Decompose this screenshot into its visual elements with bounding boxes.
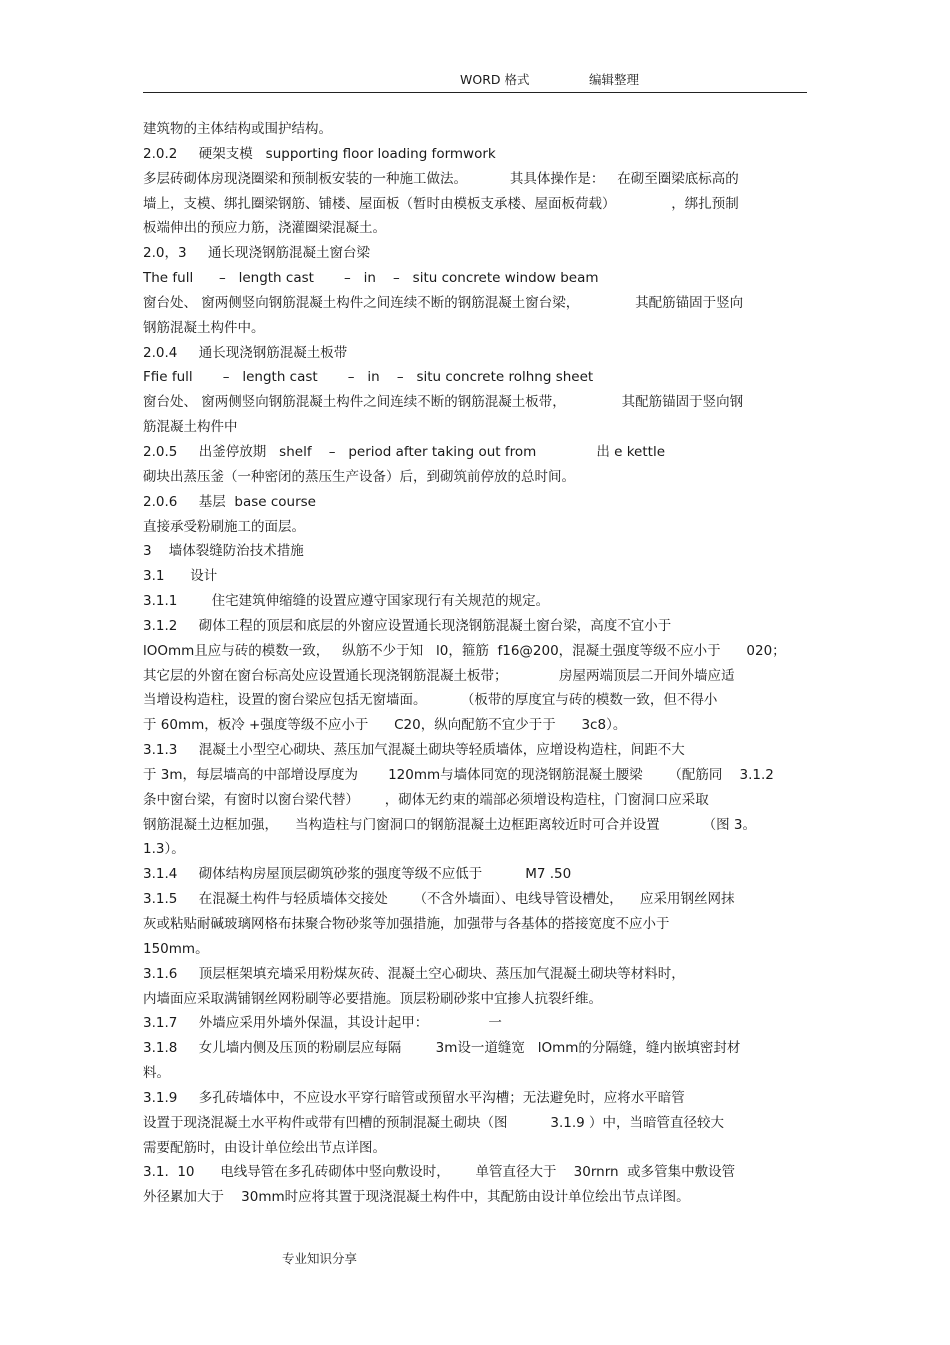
text-line: 3.1 设计 (143, 568, 218, 585)
text-line: 3.1.2 砌体工程的顶层和底层的外窗应设置通长现浇钢筋混凝土窗台梁，高度不宜小于 (143, 617, 672, 634)
text-line: 窗台处、 窗两侧竖向钢筋混凝土构件之间连续不断的钢筋混凝土板带， 其配筋锚固于竖向钢 (143, 394, 744, 411)
text-line: 钢筋混凝土构件中。 (143, 319, 265, 336)
text-line: 3.1.9 多孔砖墙体中，不应设水平穿行暗管或预留水平沟槽；无法避免时，应将水平暗管 (143, 1089, 685, 1106)
page-footer: 专业知识分享 (282, 1251, 358, 1266)
text-line: 条中窗台梁，有窗时以窗台梁代替） ，砌体无约束的端部必须增设构造柱，门窗洞口应采取 (143, 791, 709, 808)
text-line: 建筑物的主体结构或围护结构。 (143, 121, 332, 137)
text-line: 墙上，支模、绑扎圈梁钢筋、铺楼、屋面板（暂时由模板支承楼、屋面板荷载） ，绑扎预制 (143, 195, 739, 212)
text-line: 2.0.6 基层 base course (143, 493, 316, 510)
document-body (143, 117, 813, 1210)
text-line: 窗台处、 窗两侧竖向钢筋混凝土构件之间连续不断的钢筋混凝土窗台梁， 其配筋锚固于竖向 (143, 294, 744, 311)
text-line: 2.0，3 通长现浇钢筋混凝土窗台梁 (143, 245, 371, 262)
text-line: 内墙面应采取满铺钢丝网粉刷等必要措施。顶层粉刷砂浆中宜掺人抗裂纤维。 (143, 990, 602, 1007)
text-line: 3.1.4 砌体结构房屋顶层砌筑砂浆的强度等级不应低于 M7 .50 (143, 866, 572, 883)
text-line: 料。 (143, 1065, 170, 1082)
text-line: 3.1.6 顶层框架填充墙采用粉煤灰砖、混凝土空心砌块、蒸压加气混凝土砌块等材料时， (143, 965, 685, 982)
text-line: 板端伸出的预应力筋，浇灌圈梁混凝土。 (143, 220, 386, 237)
text-line: 筋混凝土构件中 (143, 419, 238, 436)
text-line: 2.0.2 硬架支模 supporting floor loading formwork (143, 145, 496, 162)
text-line: 设置于现浇混凝土水平构件或带有凹槽的预制混凝土砌块（图 3.1.9 ）中，当暗管直径较大 (143, 1114, 725, 1131)
text-line: 2.0.4 通长现浇钢筋混凝土板带 (143, 344, 348, 361)
text-line: lOOmm且应与砖的模数一致， 纵筋不少于知 l0，箍筋 f16@200，混凝土强度等级不应小于 020； (143, 642, 786, 659)
text-line: 钢筋混凝土边框加强， 当构造柱与门窗洞口的钢筋混凝土边框距离较近时可合并设置 （图 3。 (143, 816, 756, 833)
text-line: Ffie full – length cast – in – situ concrete rolhng sheet (143, 369, 594, 386)
text-line: 砌块出蒸压釜（一种密闭的蒸压生产设备）后，到砌筑前停放的总时间。 (143, 468, 575, 485)
text-line: 直接承受粉刷施工的面层。 (143, 518, 305, 535)
text-line: 3.1. 10 电线导管在多孔砖砌体中竖向敷设时， 单管直径大于 30rnrn 或多管集中敷设管 (143, 1164, 736, 1181)
text-line: 于 60mm，板冷 +强度等级不应小于 C20，纵向配筋不宜少于于 3c8）。 (143, 717, 627, 734)
text-line: 于 3m，每层墙高的中部增设厚度为 120mm与墙体同宽的现浇钢筋混凝土腰梁 （配筋同 3.1.2 (143, 766, 774, 783)
text-line: 3.1.8 女儿墙内侧及压顶的粉刷层应每隔 3m设一道缝宽 lOmm的分隔缝，缝内嵌填密封材 (143, 1040, 741, 1057)
page-header (143, 70, 807, 93)
text-line: 3.1.3 混凝土小型空心砌块、蒸压加气混凝土砌块等轻质墙体，应增设构造柱，间距不大 (143, 742, 685, 759)
text-line: 3.1.1 住宅建筑伸缩缝的设置应遵守国家现行有关规范的规定。 (143, 593, 550, 610)
header-format-label: WORD 格式 (460, 72, 530, 87)
text-line: 需要配筋时，由设计单位绘出节点详图。 (143, 1139, 386, 1156)
text-line: 3 墙体裂缝防治技术措施 (143, 543, 304, 560)
text-line: 2.0.5 出釜停放期 shelf – period after taking out from 出 e kettle (143, 443, 666, 460)
text-line: 多层砖砌体房现浇圈梁和预制板安装的一种施工做法。 其具体操作是： 在砌至圈梁底标高的 (143, 170, 739, 187)
text-line: 其它层的外窗在窗台标高处应设置通长现浇钢筋混凝土板带； 房屋两端顶层二开间外墙应适 (143, 667, 735, 684)
text-line: 灰或粘贴耐碱玻璃网格布抹聚合物砂浆等加强措施，加强带与各基体的搭接宽度不应小于 (143, 916, 670, 932)
text-line: 3.1.7 外墙应采用外墙外保温，其设计起甲： 一 (143, 1015, 502, 1032)
text-line: 3.1.5 在混凝土构件与轻质墙体交接处 （不含外墙面）、电线导管设槽处， 应采用钢丝网抹 (143, 891, 735, 908)
text-line: The full – length cast – in – situ concrete window beam (143, 270, 599, 287)
text-line: 1.3）。 (143, 841, 185, 858)
text-line: 150mm。 (143, 940, 209, 957)
header-edit-label: 编辑整理 (589, 72, 640, 87)
text-line: 外径累加大于 30mm时应将其置于现浇混凝土构件中，其配筋由设计单位绘出节点详图。 (143, 1189, 690, 1206)
text-line: 当增设构造柱，设置的窗台梁应包括无窗墙面。 （板带的厚度宜与砖的模数一致，但不得小 (143, 692, 718, 709)
